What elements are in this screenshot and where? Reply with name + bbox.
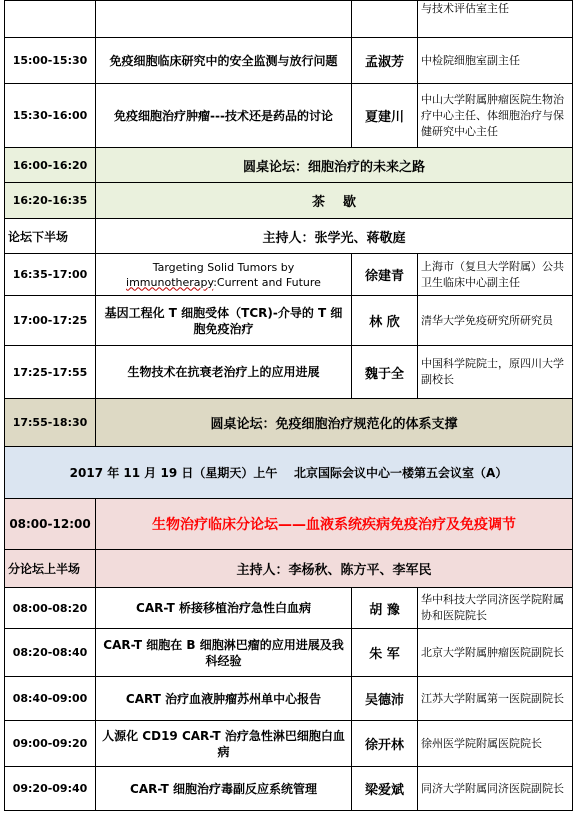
topic-line-2: :Current and Future	[213, 275, 321, 289]
topic-cell: CAR-T 桥接移植治疗急性白血病	[96, 588, 352, 629]
affiliation-cell: 清华大学免疫研究所研究员	[418, 296, 573, 346]
date-venue-cell: 2017 年 11 月 19 日（星期天）上午 北京国际会议中心一楼第五会议室（A）	[5, 447, 573, 499]
table-row	[5, 38, 573, 84]
speaker-cell: 朱 军	[352, 629, 418, 677]
speaker-cell: 徐开林	[352, 721, 418, 767]
affiliation-cell: 北京大学附属肿瘤医院副院长	[418, 629, 573, 677]
topic-cell	[96, 254, 352, 296]
topic-cell: 免疫细胞治疗肿瘤---技术还是药品的讨论	[96, 84, 352, 148]
time-cell: 08:40-09:00	[5, 677, 96, 721]
table-row	[5, 588, 573, 629]
topic-term: immunotherapy	[126, 275, 214, 289]
affiliation-cell: 与技术评估室主任	[418, 1, 573, 38]
tea-break-cell: 茶 歇	[96, 183, 573, 219]
topic-cell: 基因工程化 T 细胞受体（TCR)-介导的 T 细胞免疫治疗	[96, 296, 352, 346]
time-cell: 17:25-17:55	[5, 346, 96, 399]
speaker-cell: 梁爱斌	[352, 767, 418, 811]
speaker-cell	[352, 1, 418, 38]
time-cell: 08:00-08:20	[5, 588, 96, 629]
time-cell: 15:30-16:00	[5, 84, 96, 148]
table-row	[5, 84, 573, 148]
time-cell: 17:55-18:30	[5, 399, 96, 447]
roundtable-cell: 圆桌论坛：免疫细胞治疗规范化的体系支撑	[96, 399, 573, 447]
table-row	[5, 447, 573, 499]
table-row	[5, 254, 573, 296]
topic-cell: CAR-T 细胞在 B 细胞淋巴瘤的应用进展及我科经验	[96, 629, 352, 677]
speaker-cell: 林 欣	[352, 296, 418, 346]
table-row	[5, 721, 573, 767]
time-cell: 16:35-17:00	[5, 254, 96, 296]
speaker-cell: 魏于全	[352, 346, 418, 399]
roundtable-cell: 圆桌论坛：细胞治疗的未来之路	[96, 148, 573, 183]
speaker-cell: 夏建川	[352, 84, 418, 148]
time-cell: 16:00-16:20	[5, 148, 96, 183]
chair-cell: 主持人：张学光、蒋敬庭	[96, 219, 573, 254]
session-label: 分论坛上半场	[5, 550, 96, 588]
session-label: 论坛下半场	[5, 219, 96, 254]
affiliation-cell: 徐州医学院附属医院院长	[418, 721, 573, 767]
topic-cell	[96, 1, 352, 38]
speaker-cell: 胡 豫	[352, 588, 418, 629]
forum-title-cell: 生物治疗临床分论坛——血液系统疾病免疫治疗及免疫调节	[96, 499, 573, 550]
topic-cell: 免疫细胞临床研究中的安全监测与放行问题	[96, 38, 352, 84]
affiliation-cell: 上海市（复旦大学附属）公共卫生临床中心副主任	[418, 254, 573, 296]
speaker-cell: 孟淑芳	[352, 38, 418, 84]
topic-cell: CAR-T 细胞治疗毒副反应系统管理	[96, 767, 352, 811]
time-cell: 09:20-09:40	[5, 767, 96, 811]
affiliation-cell: 中国科学院院士，原四川大学副校长	[418, 346, 573, 399]
affiliation-cell: 同济大学附属同济医院副院长	[418, 767, 573, 811]
table-row	[5, 183, 573, 219]
table-row	[5, 550, 573, 588]
table-row	[5, 767, 573, 811]
chair-cell: 主持人：李杨秋、陈方平、李军民	[96, 550, 573, 588]
affiliation-cell: 中山大学附属肿瘤医院生物治疗中心主任、体细胞治疗与保健研究中心主任	[418, 84, 573, 148]
table-row	[5, 1, 573, 38]
time-cell: 08:20-08:40	[5, 629, 96, 677]
table-row	[5, 296, 573, 346]
topic-cell: 人源化 CD19 CAR-T 治疗急性淋巴细胞白血病	[96, 721, 352, 767]
affiliation-cell: 江苏大学附属第一医院副院长	[418, 677, 573, 721]
time-cell	[5, 1, 96, 38]
speaker-cell: 徐建青	[352, 254, 418, 296]
table-row	[5, 219, 573, 254]
time-cell: 09:00-09:20	[5, 721, 96, 767]
table-row	[5, 148, 573, 183]
affiliation-cell: 中检院细胞室副主任	[418, 38, 573, 84]
time-cell: 15:00-15:30	[5, 38, 96, 84]
time-cell: 08:00-12:00	[5, 499, 96, 550]
table-row	[5, 499, 573, 550]
time-cell: 16:20-16:35	[5, 183, 96, 219]
table-row	[5, 346, 573, 399]
table-row	[5, 399, 573, 447]
table-row	[5, 677, 573, 721]
speaker-cell: 吴德沛	[352, 677, 418, 721]
schedule-table	[4, 0, 573, 811]
affiliation-cell: 华中科技大学同济医学院附属协和医院院长	[418, 588, 573, 629]
topic-cell: CART 治疗血液肿瘤苏州单中心报告	[96, 677, 352, 721]
topic-line-1: Targeting Solid Tumors by	[152, 260, 295, 274]
table-row	[5, 629, 573, 677]
time-cell: 17:00-17:25	[5, 296, 96, 346]
topic-cell: 生物技术在抗衰老治疗上的应用进展	[96, 346, 352, 399]
